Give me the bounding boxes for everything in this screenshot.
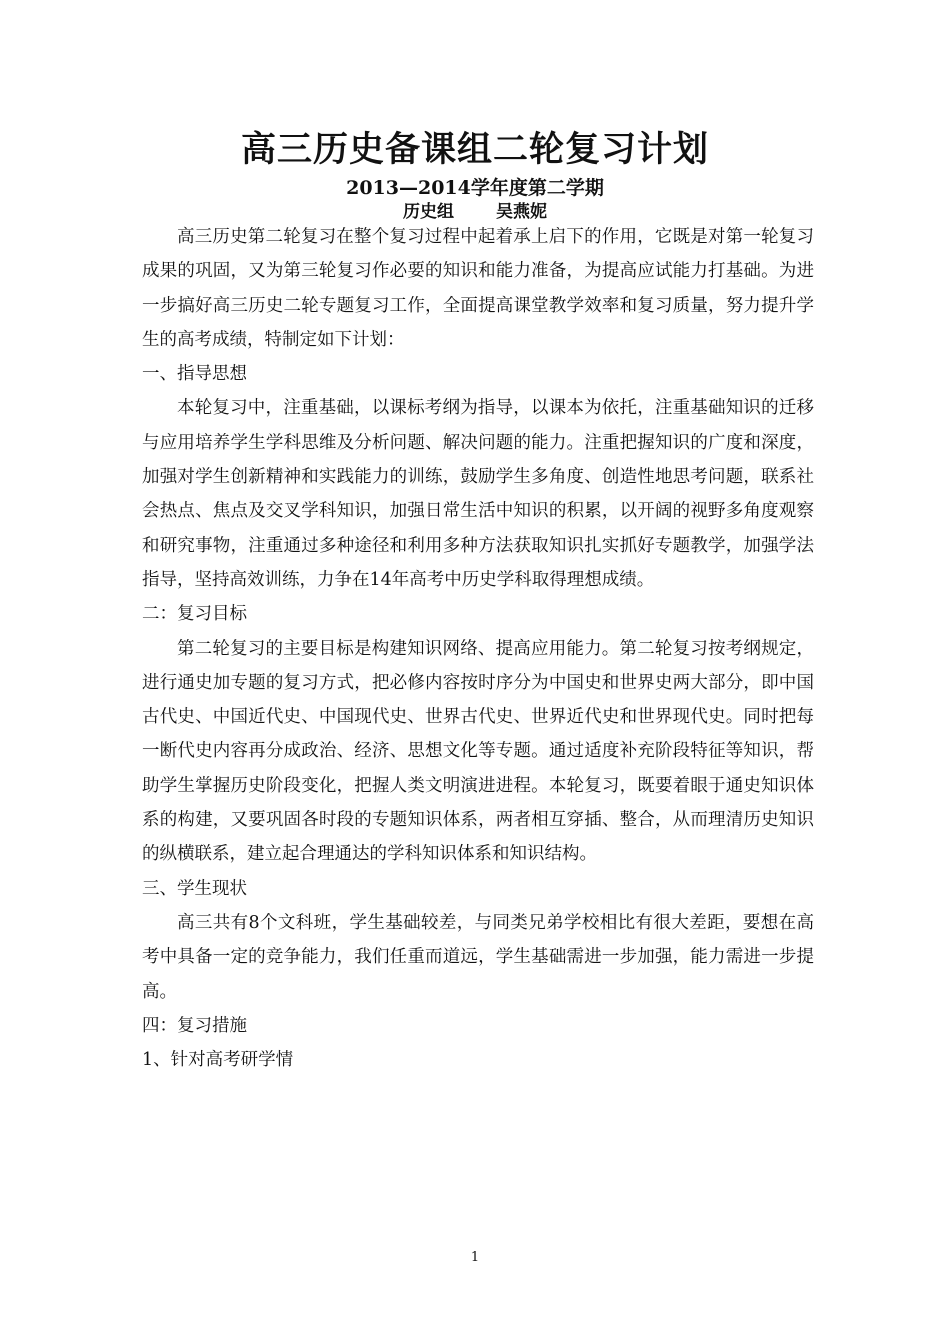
sub-heading-research: 1、针对高考研学情 [142, 1050, 294, 1071]
intro-paragraph: 高三历史第二轮复习在整个复习过程中起着承上启下的作用，它既是对第一轮复习成果的巩固，又为第三轮复习作必要的知识和能力准备，为提高应试能力打基础。为进一步搞好高三历史二轮专题复习工作，全面提高课堂教学效率和复习质量，努力提升学生的高考成绩，特制定如下计划： [142, 227, 814, 350]
section-heading-guiding-idea: 一、指导思想 [142, 364, 247, 385]
document-body [142, 220, 814, 1077]
page-number: 1 [470, 1250, 480, 1265]
document-subtitle: 2013—2014学年度第二学期 [346, 177, 604, 199]
section-heading-student-status: 三、学生现状 [142, 878, 247, 899]
section-heading-review-measures: 四：复习措施 [142, 1015, 247, 1036]
section-body-review-goals: 第二轮复习的主要目标是构建知识网络、提高应用能力。第二轮复习按考纲规定，进行通史加专题的复习方式，把必修内容按时序分为中国史和世界史两大部分，即中国古代史、中国近代史、中国现代史、世界古代史、世界近代史和世界现代史。同时把每一断代史内容再分成政治、经济、思想文化等专题。通过适度补充阶段特征等知识，帮助学生掌握历史阶段变化，把握人类文明演进进程。本轮复习，既要着眼于通史知识体系的构建，又要巩固各时段的专题知识体系，两者相互穿插、整合，从而理清历史知识的纵横联系，建立起合理通达的学科知识体系和知识结构。 [142, 638, 814, 865]
section-body-guiding-idea: 本轮复习中，注重基础，以课标考纲为指导，以课本为依托，注重基础知识的迁移与应用培养学生学科思维及分析问题、解决问题的能力。注重把握知识的广度和深度，加强对学生创新精神和实践能力的训练，鼓励学生多角度、创造性地思考问题，联系社会热点、焦点及交叉学科知识，加强日常生活中知识的积累，以开阔的视野多角度观察和研究事物，注重通过多种途径和利用多种方法获取知识扎实抓好专题教学，加强学法指导，坚持高效训练，力争在14年高考中历史学科取得理想成绩。 [142, 398, 814, 590]
section-body-student-status: 高三共有8个文科班，学生基础较差，与同类兄弟学校相比有很大差距，要想在高考中具备一定的竞争能力，我们任重而道远，学生基础需进一步加强，能力需进一步提高。 [142, 912, 814, 1002]
document-title: 高三历史备课组二轮复习计划 [240, 129, 709, 170]
author-name: 吴燕妮 [496, 202, 547, 222]
section-heading-review-goals: 二：复习目标 [142, 604, 247, 625]
author-group: 历史组 [403, 202, 454, 222]
